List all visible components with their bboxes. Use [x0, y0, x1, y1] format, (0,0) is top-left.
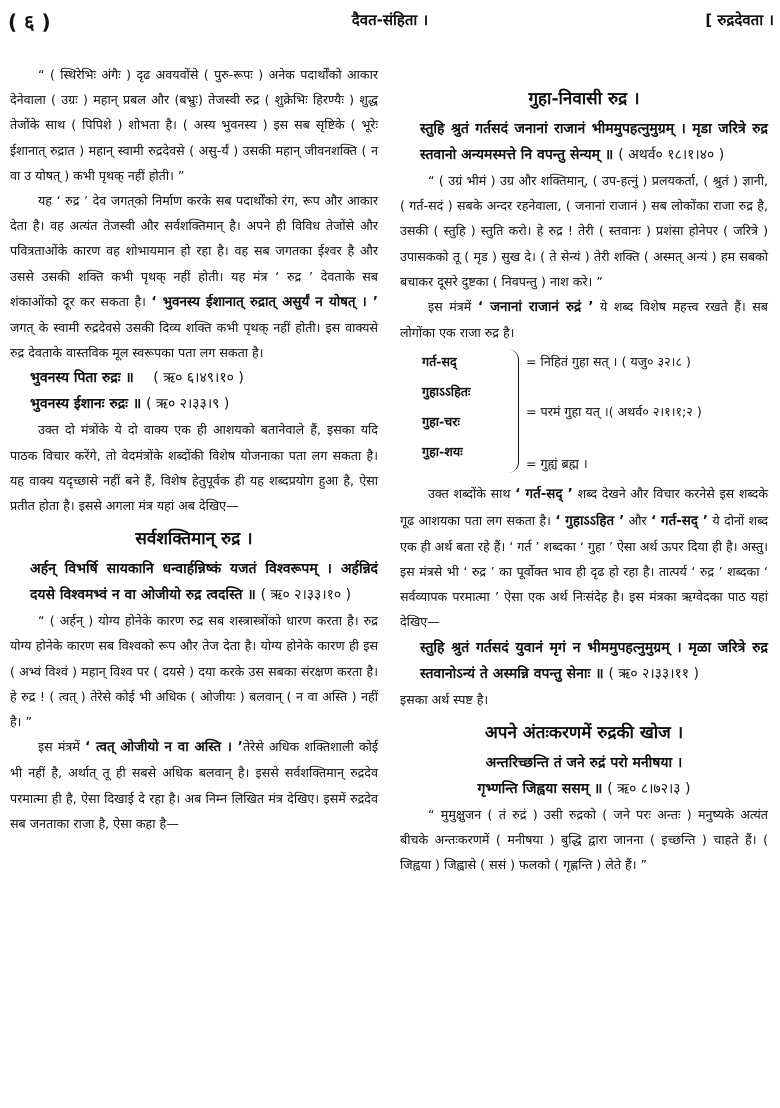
verse-text: स्तुहि श्रुतं गर्तसदं युवानं मृगं न भीममुपहत्नुमुग्रम् । मृळा जरित्रे रुद्र स्तवानोऽन्यं ते अस्मन्नि वपन्तु सेनाः ॥ [420, 639, 768, 682]
text: तेरेसे अधिक शक्तिशाली कोई भी नहीं है, अर्थात् तू ही सबसे अधिक बलवान् है। इससे सर्वशक्तिमान् रुद्रदेव परमात्मा ही है, ऐसा दिखाई दे रहा है। अब निम्न लिखित मंत्र देखिए। इसमें रुद्रदेव सब जनताका राजा है, ऐसा कहा है— [10, 739, 379, 831]
section-heading: सर्वशक्तिमान् रुद्र । [135, 529, 253, 550]
emphasized-quote: ‘ त्वत् ओजीयो न वा अस्ति । ’ [85, 740, 243, 756]
paragraph: उक्त दो मंत्रोंके ये दो वाक्य एक ही आशयको बतानेवाले हैं, इसका यदि पाठक विचार करेंगे, तो वेदमंत्रोंके शब्दोंकी विशेष योजनाका पता लग सकता है। यह वाक्य यदृच्छासे नहीं बने हैं, विशेष हेतुपूर्वक ही यह शब्दप्रयोग हुआ है, ऐसा प्रतीत होता है। इससे अगला मंत्र यहां अब देखिए— [10, 422, 378, 514]
brace-bracket [508, 349, 519, 473]
mantra-verse-line: अन्तरिच्छन्ति तं जने रुद्रं परो मनीषया । [485, 754, 683, 771]
mantra-verse [400, 116, 768, 168]
text: ये दोनों शब्द एक ही अर्थ बता रहे हैं। ‘ गर्त ’ शब्दका ‘ गुहा ’ ऐसा अर्थ ऊपर दिया ही है। अस्तु। इस मंत्रसे भी ‘ रुद्र ’ का पूर्वोक्त भाव ही दृढ हो रहा है। तात्पर्य ‘ रुद्र ’ शब्दका ‘ सर्वव्यापक परमात्मा ’ ऐसा एक अर्थ निःसंदेह है। इस मंत्रका ऋग्वेदका पाठ यहां देखिए— [400, 512, 769, 630]
quote-text: भुवनस्य पिता रुद्रः ॥ [30, 370, 134, 387]
quote-line [10, 365, 378, 391]
glossary-term: गुहा-शयः [422, 444, 463, 460]
glossary-definition: = निहितं गुहा सत् । ( यजु० ३२।८ ) [526, 354, 691, 370]
glossary-table [422, 347, 768, 479]
verse-text: अर्हन् विभर्षि सायकानि धन्वार्हन्निष्कं यजतं विश्वरूपम् । अर्हन्निदं दयसे विश्वमभ्वं न वा ओजीयो रुद्र त्वदस्ति ॥ [30, 561, 378, 604]
book-title: दैवत-संहिता । [351, 11, 429, 29]
glossary-term: गर्त-सद् [422, 354, 457, 370]
paragraph: “ ( उग्रं भीमं ) उग्र और शक्तिमान्, ( उप-हत्नुं ) प्रलयकर्ता, ( श्रुतं ) ज्ञानी, ( गर्त-सदं ) सबके अन्दर रहनेवाला, ( जनानां राजानं ) सब लोकोंका राजा रुद्र है, उसकी ( स्तुहि ) स्तुति करो। हे रुद्र ! तेरी ( स्तवानः ) प्रशंसा होनेपर ( जरित्रे ) उपासकको तू ( मृड ) सुख दे। ( ते सेन्यं ) तेरी शक्ति ( अस्मत् अन्यं ) हम सबको बचाकर दूसरे दुष्टका ( निवपन्तु ) नाश करे। ” [400, 173, 768, 289]
paragraph: “ मुमुक्षुजन ( तं रुद्रं ) उसी रुद्रको ( जने परः अन्तः ) मनुष्यके अत्यंत बीचके अन्तःकरणमें ( मनीषया ) बुद्धि द्वारा जानना ( इच्छन्ति ) चाहते हैं। ( जिह्वया ) जिह्वासे ( ससं ) फलको ( गृह्णन्ति ) लेते हैं। ” [400, 806, 768, 873]
left-column [10, 62, 378, 836]
page-header [0, 0, 780, 40]
section-title: [ रुद्रदेवता । [705, 11, 774, 29]
text: इस मंत्रमें [428, 299, 478, 315]
paragraph [400, 481, 768, 634]
paragraph: “ ( अर्हन् ) योग्य होनेके कारण रुद्र सब शस्त्रास्त्रोंको धारण करता है। रुद्र योग्य होनेके कारण सब विश्वको रूप और तेज देता है। योग्य होनेके कारण ही इस ( अभ्वं विश्वं ) महान् विश्व पर ( दयसे ) दया करके उस सबका संरक्षण करता है। हे रुद्र ! ( त्वत् ) तेरेसे कोई भी अधिक ( ओजीयः ) बलवान् ( न वा अस्ति ) नहीं है। ” [10, 613, 378, 730]
glossary-term: गुहा-चरः [422, 414, 460, 430]
quote-text: भुवनस्य ईशानः रुद्रः ॥ [30, 396, 142, 413]
text: इस मंत्रमें [38, 739, 86, 755]
page-number: ( ६ ) [8, 10, 51, 34]
verse-text: स्तुहि श्रुतं गर्तसदं जनानां राजानं भीममुपहत्नुमुग्रम् । मृडा जरित्रे रुद्र स्तवानो अन्यमस्मत्ते नि वपन्तु सेन्यम् ॥ [420, 121, 768, 163]
text: यह ‘ रुद्र ’ देव जगत्‌को निर्माण करके सब पदार्थोंको रंग, रूप और आकार देता है। वह अत्यंत तेजस्वी और सर्वशक्तिमान् है। अपने ही विविध तेजोंसे और पवित्रताओंके कारण वह शोभायमान हो रहा है। वह सब जगतका ईश्वर है और उससे उसकी शक्ति कभी पृथक् नहीं होती। यह मंत्र ‘ रुद्र ’ देवताके सब शंकाओंको दूर कर सकता है। [10, 193, 378, 309]
glossary-term: गुहाऽऽहितः [422, 384, 471, 400]
mantra-verse-line [400, 776, 768, 802]
text: शब्द देखने और विचार करनेसे इस शब्दके गूढ आशयका पता लग सकता है। [400, 486, 769, 528]
citation: ( ऋ० २।३३।१० ) [260, 587, 352, 604]
text: और [624, 512, 651, 528]
verse-text: गृभ्णन्ति जिह्वया ससम् ॥ [477, 780, 603, 797]
glossary-definition: = गुह्यं ब्रह्म । [526, 456, 588, 472]
text: जगत् के स्वामी रुद्रदेवसे उसकी दिव्य शक्ति कभी पृथक् नहीं होती। इस वाक्यसे रुद्र देवताके वास्तविक मूल स्वरूपका पता लग सकता है। [10, 320, 378, 361]
emphasized-quote: ‘ जनानां राजानं रुद्रं ’ [477, 300, 594, 316]
citation: ( ऋ० २।३३।९ ) [146, 396, 230, 413]
paragraph [10, 188, 378, 365]
text: ये शब्द विशेष महत्त्व रखते हैं। सब लोगोंका एक राजा रुद्र है। [400, 299, 768, 341]
emphasized-quote: ‘ गर्त-सद् ’ [515, 487, 573, 503]
section-heading: अपने अंतःकरणमें रुद्रकी खोज । [484, 722, 684, 743]
paragraph [400, 294, 768, 345]
glossary-definition: = परमं गुहा यत् ।( अथर्व० २।१।१;२ ) [526, 404, 702, 420]
mantra-verse [10, 556, 378, 608]
quote-line [10, 391, 378, 417]
glossary-terms [422, 347, 502, 467]
paragraph: “ ( स्थिरेभिः अंगैः ) दृढ अवयवोंसे ( पुरु-रूपः ) अनेक पदार्थोंको आकार देनेवाला ( उग्रः ) महान् प्रबल और (बभ्रुः) तेजस्वी रुद्र ( शुक्रेभिः हिरण्यैः ) शुद्ध तेजोंके साथ ( पिपिशे ) शोभता है। ( अस्य भुवनस्य ) इस सब सृष्टिके ( भूरेः ईशानात् रुद्रात ) महान् स्वामी रुद्रदेवसे ( असु-र्यं ) उसकी महान् जीवनशक्ति ( न वा उ योषत् ) कभी पृथक् नहीं होती। ” [10, 67, 378, 183]
citation: ( ऋ० २।३३।११ ) [608, 665, 699, 682]
emphasized-quote: ‘ गुहाऽऽहित ’ [555, 513, 625, 529]
right-column [400, 78, 768, 877]
text: उक्त शब्दोंके साथ [428, 486, 516, 502]
mantra-verse [400, 635, 768, 687]
citation: ( ऋ० ६।४९।१० ) [153, 370, 244, 387]
citation: ( ऋ० ८।७२।३ ) [607, 780, 691, 797]
paragraph: इसका अर्थ स्पष्ट है। [400, 691, 489, 707]
citation: ( अथर्व० १८।१।४० ) [618, 147, 725, 163]
section-heading: गुहा-निवासी रुद्र । [528, 89, 640, 109]
paragraph [10, 734, 378, 836]
emphasized-quote: ‘ गर्त-सद् ’ [650, 513, 709, 529]
emphasized-quote: ‘ भुवनस्य ईशानात् रुद्रात् असुर्यं न योषत् । ’ [151, 294, 378, 310]
